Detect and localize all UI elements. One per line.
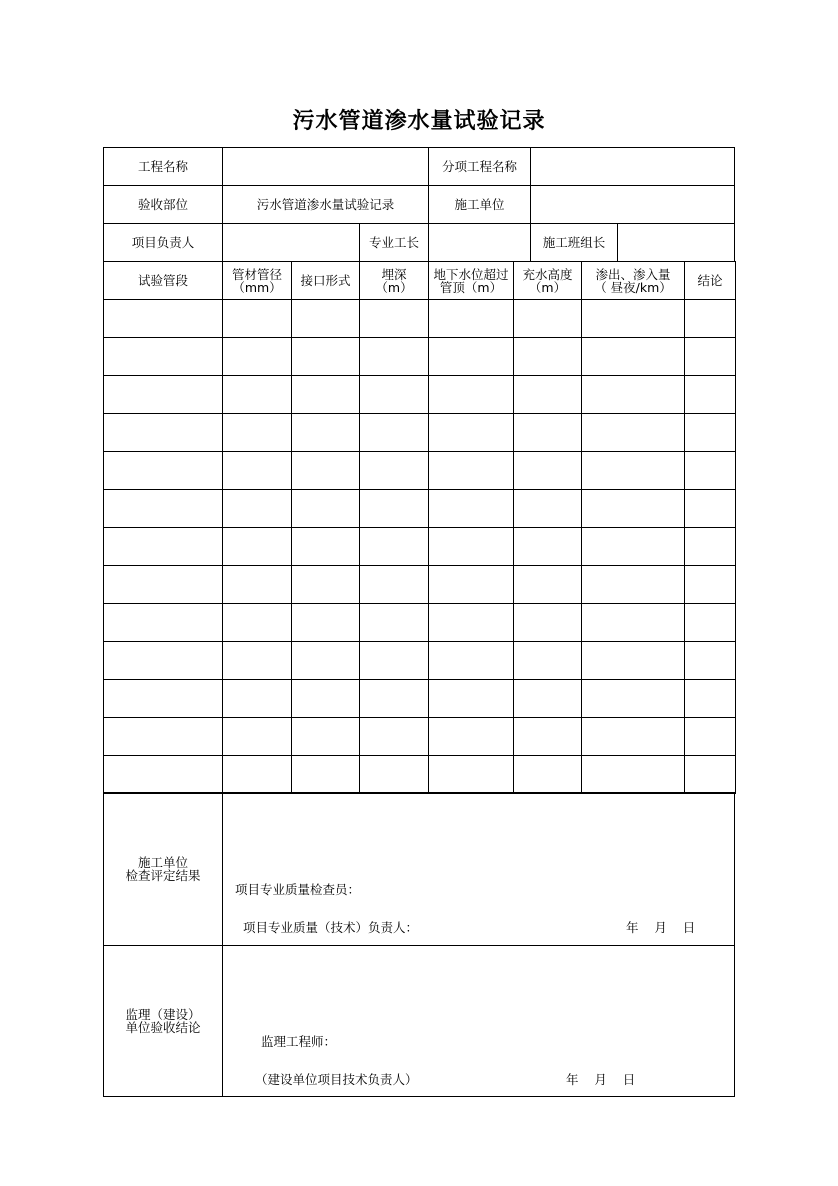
column-header-l1: 充水高度 <box>522 266 573 282</box>
table-cell[interactable] <box>291 375 360 414</box>
table-cell[interactable] <box>291 679 360 718</box>
table-cell[interactable] <box>684 603 736 642</box>
table-cell[interactable] <box>291 337 360 376</box>
table-cell[interactable] <box>684 679 736 718</box>
table-cell[interactable] <box>581 375 685 414</box>
table-cell[interactable] <box>359 755 429 794</box>
project-manager-field[interactable] <box>222 223 360 262</box>
table-cell[interactable] <box>581 641 685 680</box>
column-header <box>222 261 292 300</box>
sub-project-field[interactable] <box>530 147 735 186</box>
table-cell[interactable] <box>103 299 223 338</box>
table-cell[interactable] <box>684 565 736 604</box>
table-cell[interactable] <box>222 755 292 794</box>
column-header <box>684 261 736 300</box>
table-cell[interactable] <box>581 755 685 794</box>
construction-unit-label: 施工单位 <box>428 185 531 224</box>
table-cell[interactable] <box>222 679 292 718</box>
column-header <box>581 261 685 300</box>
table-cell[interactable] <box>103 641 223 680</box>
construction-unit-field[interactable] <box>530 185 735 224</box>
table-cell[interactable] <box>581 337 685 376</box>
table-cell[interactable] <box>513 603 582 642</box>
table-cell[interactable] <box>359 489 429 528</box>
table-cell[interactable] <box>359 337 429 376</box>
supervision-section-label <box>103 945 223 1097</box>
column-header-l2: 管顶（m） <box>439 279 503 295</box>
column-header-l1: 渗出、渗入量 <box>595 266 671 282</box>
table-cell[interactable] <box>428 451 514 490</box>
table-cell[interactable] <box>684 489 736 528</box>
table-cell[interactable] <box>359 451 429 490</box>
table-cell[interactable] <box>291 413 360 452</box>
table-cell[interactable] <box>359 679 429 718</box>
column-header <box>513 261 582 300</box>
table-cell[interactable] <box>222 299 292 338</box>
table-cell[interactable] <box>684 527 736 566</box>
table-cell[interactable] <box>684 755 736 794</box>
table-cell[interactable] <box>581 451 685 490</box>
column-header-l2: （m） <box>528 279 567 295</box>
project-manager-label: 项目负责人 <box>103 223 223 262</box>
table-cell[interactable] <box>291 527 360 566</box>
table-cell[interactable] <box>684 717 736 756</box>
column-header <box>291 261 360 300</box>
column-header-l2: （ 昼夜/km） <box>594 279 672 295</box>
table-cell[interactable] <box>684 375 736 414</box>
construction-section-label <box>103 792 223 946</box>
table-cell[interactable] <box>103 413 223 452</box>
table-cell[interactable] <box>684 337 736 376</box>
page-title: 污水管道渗水量试验记录 <box>292 109 546 134</box>
table-cell[interactable] <box>428 717 514 756</box>
table-cell[interactable] <box>684 299 736 338</box>
table-cell[interactable] <box>513 641 582 680</box>
table-cell[interactable] <box>103 603 223 642</box>
table-cell[interactable] <box>428 641 514 680</box>
table-cell[interactable] <box>684 641 736 680</box>
table-cell[interactable] <box>684 413 736 452</box>
table-cell[interactable] <box>103 337 223 376</box>
table-cell[interactable] <box>581 679 685 718</box>
table-cell[interactable] <box>581 299 685 338</box>
table-cell[interactable] <box>103 717 223 756</box>
table-cell[interactable] <box>581 489 685 528</box>
column-header-l1: 管材管径 <box>231 266 282 282</box>
table-cell[interactable] <box>103 755 223 794</box>
table-cell[interactable] <box>222 603 292 642</box>
table-cell[interactable] <box>428 413 514 452</box>
table-cell[interactable] <box>291 603 360 642</box>
table-cell[interactable] <box>513 413 582 452</box>
column-header <box>428 261 514 300</box>
column-header-l1: 埋深 <box>381 266 407 282</box>
table-cell[interactable] <box>103 679 223 718</box>
construction-date: 年 月 日 <box>626 920 696 935</box>
table-cell[interactable] <box>103 451 223 490</box>
table-cell[interactable] <box>513 527 582 566</box>
table-cell[interactable] <box>428 299 514 338</box>
table-cell[interactable] <box>103 489 223 528</box>
table-cell[interactable] <box>581 413 685 452</box>
table-cell[interactable] <box>103 565 223 604</box>
table-cell[interactable] <box>359 299 429 338</box>
table-cell[interactable] <box>222 413 292 452</box>
team-leader-field[interactable] <box>617 223 735 262</box>
quality-tech-lead-label: 项目专业质量（技术）负责人： <box>243 920 419 935</box>
supervising-engineer-label: 监理工程师： <box>261 1034 337 1049</box>
quality-inspector-label: 项目专业质量检查员： <box>235 882 361 897</box>
acceptance-part-label: 验收部位 <box>103 185 223 224</box>
table-cell[interactable] <box>222 337 292 376</box>
foreman-field[interactable] <box>428 223 531 262</box>
table-cell[interactable] <box>359 527 429 566</box>
construction-label-line1: 施工单位 <box>137 855 188 870</box>
project-name-field[interactable] <box>222 147 429 186</box>
column-header <box>103 261 223 300</box>
table-cell[interactable] <box>513 299 582 338</box>
table-cell[interactable] <box>513 375 582 414</box>
table-cell[interactable] <box>513 755 582 794</box>
table-cell[interactable] <box>222 641 292 680</box>
table-cell[interactable] <box>103 527 223 566</box>
table-cell[interactable] <box>291 299 360 338</box>
table-cell[interactable] <box>103 375 223 414</box>
table-cell[interactable] <box>581 565 685 604</box>
table-cell[interactable] <box>428 527 514 566</box>
table-cell[interactable] <box>581 527 685 566</box>
table-cell[interactable] <box>291 641 360 680</box>
owner-tech-lead-label: （建设单位项目技术负责人） <box>255 1072 418 1087</box>
table-cell[interactable] <box>222 489 292 528</box>
table-cell[interactable] <box>581 717 685 756</box>
table-cell[interactable] <box>291 565 360 604</box>
table-cell[interactable] <box>222 375 292 414</box>
column-header-l1: 试验管段 <box>137 273 188 288</box>
table-cell[interactable] <box>513 337 582 376</box>
table-cell[interactable] <box>428 565 514 604</box>
construction-label-line2: 检查评定结果 <box>125 868 201 883</box>
supervision-label-line1: 监理（建设） <box>125 1007 201 1022</box>
table-cell[interactable] <box>291 489 360 528</box>
table-cell[interactable] <box>428 603 514 642</box>
project-name-label: 工程名称 <box>103 147 223 186</box>
table-cell[interactable] <box>359 413 429 452</box>
table-cell[interactable] <box>513 565 582 604</box>
column-header-l1: 地下水位超过 <box>433 266 509 282</box>
team-leader-label: 施工班组长 <box>530 223 618 262</box>
table-cell[interactable] <box>359 375 429 414</box>
table-cell[interactable] <box>359 565 429 604</box>
table-cell[interactable] <box>684 451 736 490</box>
table-cell[interactable] <box>428 489 514 528</box>
column-header-l1: 接口形式 <box>300 273 351 288</box>
table-cell[interactable] <box>359 641 429 680</box>
table-cell[interactable] <box>581 603 685 642</box>
table-cell[interactable] <box>513 679 582 718</box>
column-header <box>359 261 429 300</box>
column-header-l2: （m） <box>375 279 413 295</box>
table-cell[interactable] <box>291 755 360 794</box>
table-cell[interactable] <box>359 603 429 642</box>
sub-project-label: 分项工程名称 <box>428 147 531 186</box>
acceptance-part-field[interactable]: 污水管道渗水量试验记录 <box>222 185 429 224</box>
table-cell[interactable] <box>359 717 429 756</box>
column-header-l1: 结论 <box>697 273 723 288</box>
table-cell[interactable] <box>222 565 292 604</box>
table-cell[interactable] <box>428 755 514 794</box>
table-cell[interactable] <box>513 489 582 528</box>
table-cell[interactable] <box>291 451 360 490</box>
table-cell[interactable] <box>428 337 514 376</box>
table-cell[interactable] <box>513 717 582 756</box>
table-cell[interactable] <box>222 717 292 756</box>
supervision-label-line2: 单位验收结论 <box>125 1020 201 1035</box>
foreman-label: 专业工长 <box>359 223 429 262</box>
table-cell[interactable] <box>291 717 360 756</box>
table-cell[interactable] <box>428 679 514 718</box>
table-cell[interactable] <box>222 527 292 566</box>
supervision-date: 年 月 日 <box>566 1072 636 1087</box>
table-cell[interactable] <box>513 451 582 490</box>
column-header-l2: （mm） <box>232 279 282 295</box>
table-cell[interactable] <box>428 375 514 414</box>
table-cell[interactable] <box>222 451 292 490</box>
